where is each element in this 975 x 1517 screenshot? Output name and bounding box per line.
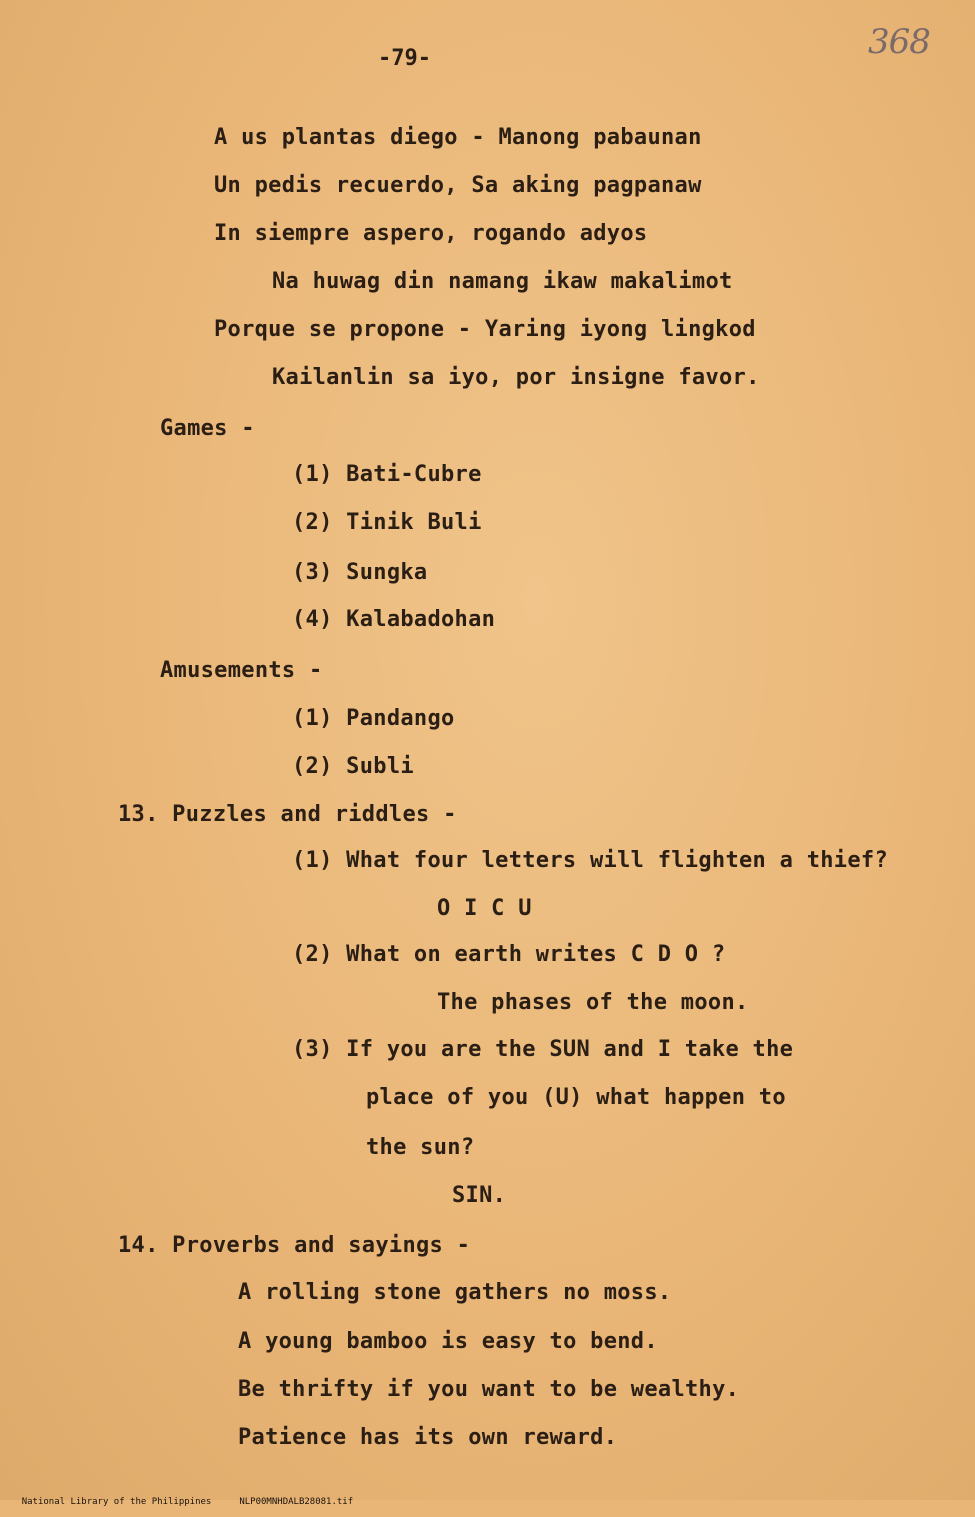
proverbs-heading: 14. Proverbs and sayings - <box>118 1233 471 1258</box>
game-item-4: (4) Kalabadohan <box>292 607 496 632</box>
poem-line-4: Na huwag din namang ikaw makalimot <box>272 269 733 294</box>
riddle-2-answer: The phases of the moon. <box>437 990 749 1015</box>
riddle-1-answer: O I C U <box>437 896 532 921</box>
games-heading: Games - <box>160 416 255 441</box>
puzzles-heading: 13. Puzzles and riddles - <box>118 802 457 827</box>
footer-library-name: National Library of the Philippines <box>21 1497 212 1507</box>
game-item-3: (3) Sungka <box>292 560 428 585</box>
handwritten-page-number: 368 <box>868 22 930 62</box>
amusement-item-2: (2) Subli <box>292 754 414 779</box>
scan-footer <box>0 1487 381 1517</box>
proverb-item-4: Patience has its own reward. <box>238 1425 618 1450</box>
riddle-1-question: (1) What four letters will flighten a thief? <box>292 848 888 873</box>
game-item-2: (2) Tinik Buli <box>292 510 482 535</box>
amusement-item-1: (1) Pandango <box>292 706 455 731</box>
amusements-heading: Amusements - <box>160 658 323 683</box>
proverb-item-3: Be thrifty if you want to be wealthy. <box>238 1377 740 1402</box>
riddle-3-question-line-3: the sun? <box>366 1135 475 1160</box>
poem-line-3: In siempre aspero, rogando adyos <box>214 221 648 246</box>
riddle-3-question-line-2: place of you (U) what happen to <box>366 1085 786 1110</box>
proverb-item-1: A rolling stone gathers no moss. <box>238 1280 672 1305</box>
poem-line-1: A us plantas diego - Manong pabaunan <box>214 125 702 150</box>
footer-file-name: NLP00MNHDALB28081.tif <box>239 1497 354 1507</box>
page-number: -79- <box>378 46 431 71</box>
riddle-2-question: (2) What on earth writes C D O ? <box>292 942 726 967</box>
poem-line-6: Kailanlin sa iyo, por insigne favor. <box>272 365 760 390</box>
poem-line-5: Porque se propone - Yaring iyong lingkod <box>214 317 756 342</box>
riddle-3-answer: SIN. <box>452 1183 507 1208</box>
proverb-item-2: A young bamboo is easy to bend. <box>238 1329 658 1354</box>
poem-line-2: Un pedis recuerdo, Sa aking pagpanaw <box>214 173 702 198</box>
game-item-1: (1) Bati-Cubre <box>292 462 482 487</box>
riddle-3-question-line-1: (3) If you are the SUN and I take the <box>292 1037 794 1062</box>
